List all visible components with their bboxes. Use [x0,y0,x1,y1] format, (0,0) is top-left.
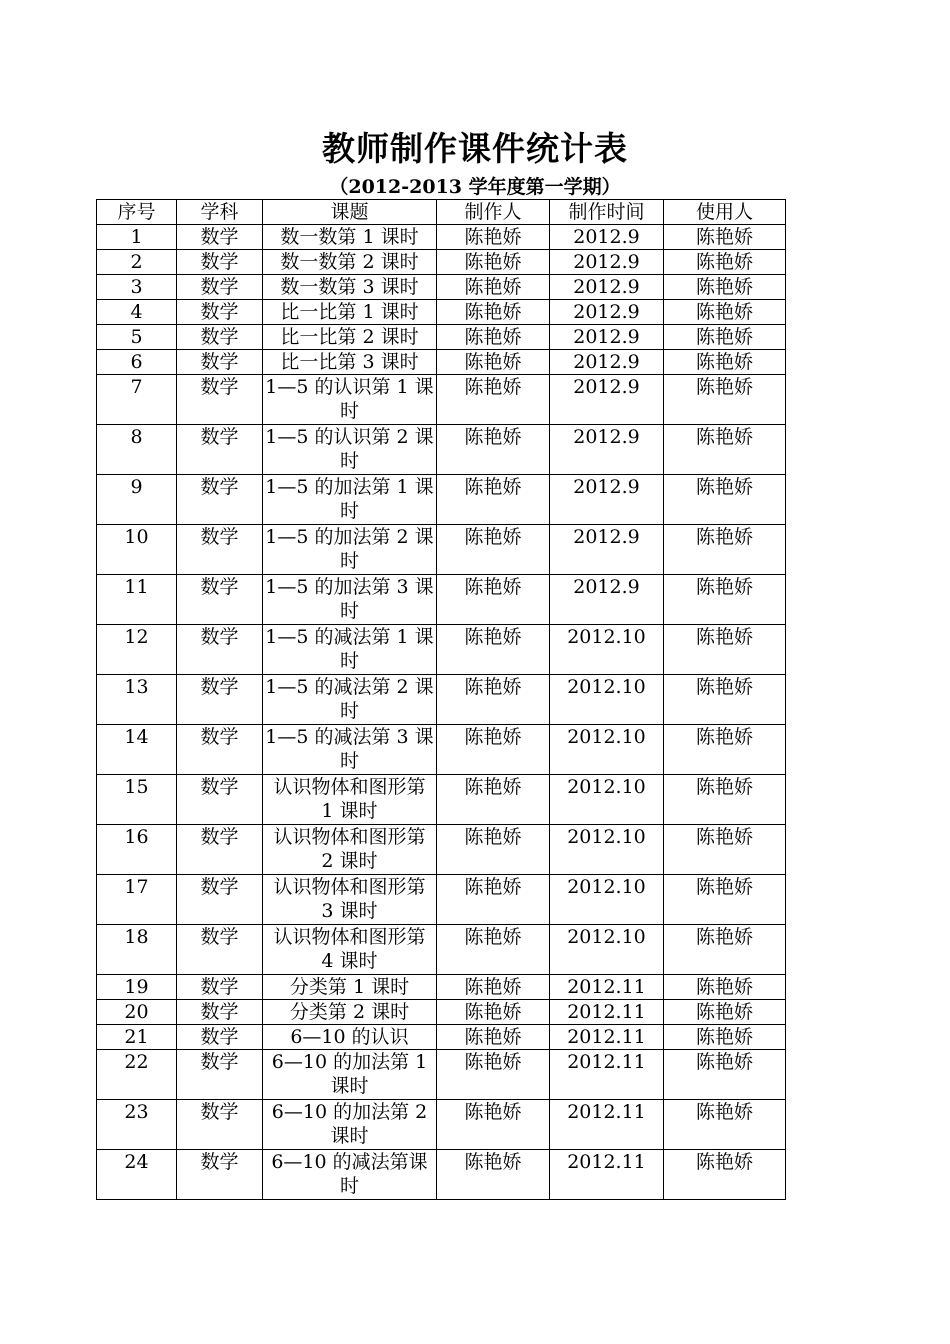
cell-creator: 陈艳娇 [437,225,550,250]
header-creator: 制作人 [437,200,550,225]
cell-date: 2012.11 [550,975,664,1000]
cell-user: 陈艳娇 [664,525,786,575]
cell-topic: 数一数第 2 课时 [263,250,437,275]
cell-topic: 6—10 的加法第 1 课时 [263,1050,437,1100]
cell-date: 2012.11 [550,1050,664,1100]
cell-topic: 1—5 的加法第 3 课时 [263,575,437,625]
cell-user: 陈艳娇 [664,825,786,875]
cell-subject: 数学 [177,300,263,325]
table-row [97,1050,786,1100]
cell-subject: 数学 [177,875,263,925]
cell-topic: 6—10 的减法第课时 [263,1150,437,1200]
cell-date: 2012.10 [550,725,664,775]
cell-subject: 数学 [177,925,263,975]
page-subtitle: （2012-2013 学年度第一学期） [329,176,621,198]
cell-index: 3 [97,275,177,300]
cell-date: 2012.11 [550,1100,664,1150]
cell-user: 陈艳娇 [664,625,786,675]
cell-creator: 陈艳娇 [437,275,550,300]
cell-index: 12 [97,625,177,675]
cell-topic: 认识物体和图形第 2 课时 [263,825,437,875]
table-row [97,250,786,275]
cell-index: 6 [97,350,177,375]
cell-index: 5 [97,325,177,350]
cell-index: 23 [97,1100,177,1150]
cell-topic: 1—5 的减法第 2 课时 [263,675,437,725]
table-body [97,225,786,1200]
cell-user: 陈艳娇 [664,1000,786,1025]
cell-user: 陈艳娇 [664,975,786,1000]
table-row [97,475,786,525]
cell-topic: 6—10 的认识 [263,1025,437,1050]
cell-topic: 1—5 的减法第 1 课时 [263,625,437,675]
table-row [97,375,786,425]
cell-subject: 数学 [177,675,263,725]
cell-date: 2012.11 [550,1000,664,1025]
cell-subject: 数学 [177,725,263,775]
cell-user: 陈艳娇 [664,1100,786,1150]
cell-index: 21 [97,1025,177,1050]
cell-creator: 陈艳娇 [437,525,550,575]
cell-user: 陈艳娇 [664,325,786,350]
cell-subject: 数学 [177,275,263,300]
cell-date: 2012.10 [550,825,664,875]
cell-creator: 陈艳娇 [437,250,550,275]
cell-index: 4 [97,300,177,325]
cell-index: 8 [97,425,177,475]
cell-subject: 数学 [177,475,263,525]
cell-topic: 数一数第 1 课时 [263,225,437,250]
cell-index: 7 [97,375,177,425]
cell-index: 11 [97,575,177,625]
cell-date: 2012.9 [550,225,664,250]
cell-creator: 陈艳娇 [437,350,550,375]
cell-creator: 陈艳娇 [437,1100,550,1150]
cell-user: 陈艳娇 [664,725,786,775]
cell-date: 2012.10 [550,675,664,725]
cell-creator: 陈艳娇 [437,1025,550,1050]
cell-user: 陈艳娇 [664,925,786,975]
cell-subject: 数学 [177,325,263,350]
cell-user: 陈艳娇 [664,875,786,925]
cell-index: 10 [97,525,177,575]
table-row [97,1100,786,1150]
cell-user: 陈艳娇 [664,275,786,300]
table-row [97,1025,786,1050]
table-row [97,1150,786,1200]
cell-subject: 数学 [177,1150,263,1200]
cell-user: 陈艳娇 [664,300,786,325]
cell-topic: 分类第 2 课时 [263,1000,437,1025]
cell-creator: 陈艳娇 [437,300,550,325]
page-title: 教师制作课件统计表 [322,129,628,168]
cell-subject: 数学 [177,975,263,1000]
table-row [97,275,786,300]
cell-index: 14 [97,725,177,775]
cell-topic: 1—5 的认识第 2 课时 [263,425,437,475]
table-row [97,775,786,825]
cell-date: 2012.11 [550,1150,664,1200]
table-row [97,300,786,325]
cell-creator: 陈艳娇 [437,1000,550,1025]
cell-creator: 陈艳娇 [437,325,550,350]
table-row [97,925,786,975]
cell-topic: 1—5 的减法第 3 课时 [263,725,437,775]
header-subject: 学科 [177,200,263,225]
cell-date: 2012.11 [550,1025,664,1050]
cell-date: 2012.9 [550,250,664,275]
cell-date: 2012.10 [550,925,664,975]
cell-topic: 数一数第 3 课时 [263,275,437,300]
cell-user: 陈艳娇 [664,225,786,250]
table-row [97,625,786,675]
cell-creator: 陈艳娇 [437,1150,550,1200]
table-row [97,350,786,375]
cell-subject: 数学 [177,625,263,675]
cell-subject: 数学 [177,350,263,375]
cell-date: 2012.9 [550,325,664,350]
cell-user: 陈艳娇 [664,1150,786,1200]
cell-index: 2 [97,250,177,275]
courseware-table [96,199,786,1200]
cell-topic: 6—10 的加法第 2 课时 [263,1100,437,1150]
cell-creator: 陈艳娇 [437,825,550,875]
header-index: 序号 [97,200,177,225]
table-row [97,225,786,250]
header-user: 使用人 [664,200,786,225]
table-header-row [97,200,786,225]
cell-subject: 数学 [177,575,263,625]
cell-date: 2012.9 [550,525,664,575]
cell-user: 陈艳娇 [664,575,786,625]
table-row [97,575,786,625]
table-row [97,325,786,350]
table-row [97,825,786,875]
header-topic: 课题 [263,200,437,225]
cell-topic: 分类第 1 课时 [263,975,437,1000]
cell-topic: 1—5 的认识第 1 课时 [263,375,437,425]
cell-date: 2012.9 [550,375,664,425]
cell-topic: 1—5 的加法第 1 课时 [263,475,437,525]
cell-index: 24 [97,1150,177,1200]
cell-index: 19 [97,975,177,1000]
cell-subject: 数学 [177,1025,263,1050]
table-row [97,675,786,725]
cell-topic: 认识物体和图形第 4 课时 [263,925,437,975]
cell-user: 陈艳娇 [664,675,786,725]
cell-subject: 数学 [177,225,263,250]
cell-index: 18 [97,925,177,975]
cell-subject: 数学 [177,1100,263,1150]
cell-index: 1 [97,225,177,250]
cell-subject: 数学 [177,825,263,875]
cell-user: 陈艳娇 [664,425,786,475]
cell-index: 17 [97,875,177,925]
cell-date: 2012.9 [550,350,664,375]
cell-user: 陈艳娇 [664,375,786,425]
cell-date: 2012.9 [550,300,664,325]
cell-subject: 数学 [177,375,263,425]
header-date: 制作时间 [550,200,664,225]
cell-topic: 认识物体和图形第 1 课时 [263,775,437,825]
cell-date: 2012.9 [550,475,664,525]
cell-index: 9 [97,475,177,525]
cell-index: 13 [97,675,177,725]
cell-subject: 数学 [177,1050,263,1100]
cell-index: 15 [97,775,177,825]
cell-user: 陈艳娇 [664,1025,786,1050]
table-row [97,1000,786,1025]
cell-date: 2012.9 [550,425,664,475]
cell-date: 2012.9 [550,275,664,300]
cell-user: 陈艳娇 [664,350,786,375]
cell-date: 2012.10 [550,625,664,675]
table-row [97,875,786,925]
table-row [97,975,786,1000]
cell-topic: 比一比第 1 课时 [263,300,437,325]
cell-creator: 陈艳娇 [437,625,550,675]
cell-index: 20 [97,1000,177,1025]
cell-creator: 陈艳娇 [437,775,550,825]
cell-user: 陈艳娇 [664,1050,786,1100]
cell-subject: 数学 [177,250,263,275]
cell-creator: 陈艳娇 [437,575,550,625]
cell-creator: 陈艳娇 [437,725,550,775]
cell-topic: 比一比第 3 课时 [263,350,437,375]
cell-creator: 陈艳娇 [437,375,550,425]
table-row [97,525,786,575]
cell-creator: 陈艳娇 [437,1050,550,1100]
cell-creator: 陈艳娇 [437,925,550,975]
cell-creator: 陈艳娇 [437,475,550,525]
cell-creator: 陈艳娇 [437,975,550,1000]
cell-index: 22 [97,1050,177,1100]
cell-topic: 认识物体和图形第 3 课时 [263,875,437,925]
cell-date: 2012.9 [550,575,664,625]
cell-subject: 数学 [177,1000,263,1025]
cell-topic: 比一比第 2 课时 [263,325,437,350]
cell-creator: 陈艳娇 [437,875,550,925]
cell-creator: 陈艳娇 [437,425,550,475]
cell-creator: 陈艳娇 [437,675,550,725]
cell-topic: 1—5 的加法第 2 课时 [263,525,437,575]
cell-subject: 数学 [177,525,263,575]
cell-user: 陈艳娇 [664,475,786,525]
cell-date: 2012.10 [550,775,664,825]
table-row [97,725,786,775]
cell-user: 陈艳娇 [664,250,786,275]
table-row [97,425,786,475]
cell-index: 16 [97,825,177,875]
cell-subject: 数学 [177,775,263,825]
cell-date: 2012.10 [550,875,664,925]
cell-subject: 数学 [177,425,263,475]
cell-user: 陈艳娇 [664,775,786,825]
